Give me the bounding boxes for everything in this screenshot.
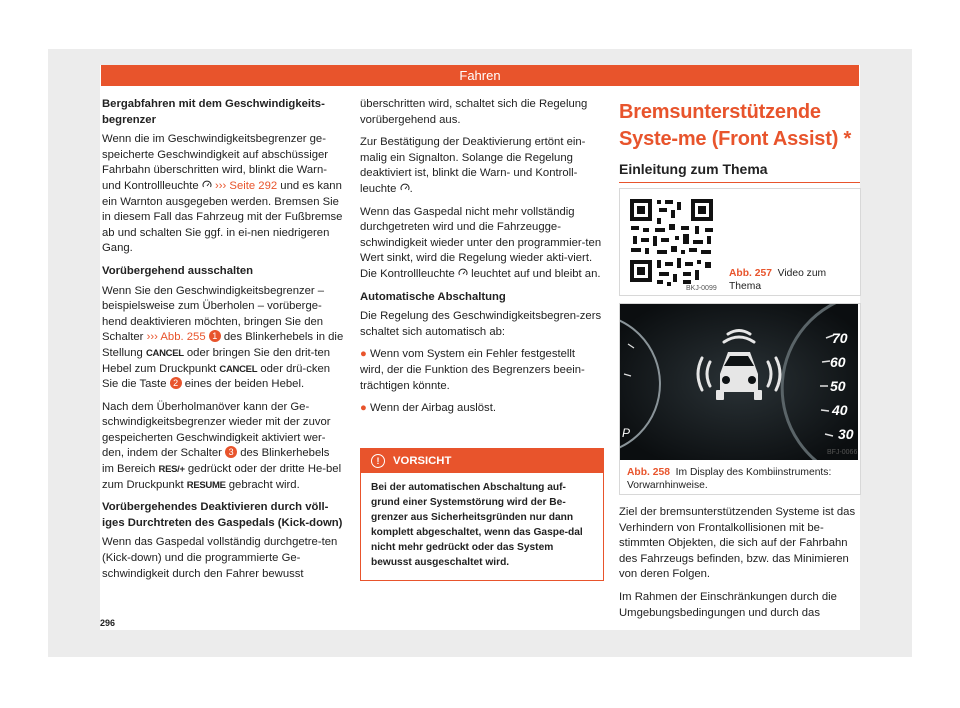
figure-code: BKJ-0099	[686, 285, 717, 292]
text: eines der beiden Hebel.	[181, 378, 305, 391]
paragraph-exceeded: überschritten wird, schaltet sich die Regelung vorübergehend aus.	[360, 98, 588, 126]
gauge-label: 30	[838, 426, 854, 442]
key-resume: RESUME	[186, 479, 226, 491]
text: des Blinkerhebels in die Stellung	[102, 331, 344, 359]
gauge-label: 70	[832, 330, 848, 346]
page-link[interactable]: ››› Seite 292	[215, 179, 278, 192]
callout-2: 2	[170, 377, 182, 389]
caption-text: Video zum Thema	[729, 268, 827, 292]
bullet-icon: ●	[360, 348, 367, 361]
figure-code: BFJ-0066	[827, 449, 858, 456]
paragraph-goal: Ziel der bremsunterstützenden Systeme ist das Verhindern von Frontalkollisionen mit be-stimmten Objekten, die sich auf der Fahrbahn des Fahrzeugs befinden, bzw. das Minimieren von deren Folgen.	[619, 506, 856, 581]
caution-box	[360, 448, 604, 581]
key-cancel: CANCEL	[145, 347, 184, 359]
figure-link[interactable]: ››› Abb. 255	[146, 331, 206, 344]
caution-title: VORSICHT	[393, 455, 452, 467]
section-title: Bremsunterstützende Syste-me (Front Assist) *	[619, 101, 852, 150]
figure-caption	[627, 466, 855, 492]
paragraph-reactivated	[360, 205, 602, 283]
heading-temp-off: Vorübergehend ausschalten	[102, 264, 254, 277]
figure-number: Abb. 257	[729, 268, 772, 279]
text: Wenn vom System ein Fehler festgestellt wird, der die Funktion des Begrenzers beein-trächtigen könnte.	[360, 348, 585, 392]
paragraph-auto-off: Die Regelung des Geschwindigkeitsbegren-zers schaltet sich automatisch ab:	[360, 310, 602, 338]
gauge-label: 60	[830, 354, 846, 370]
divider	[619, 182, 860, 183]
speed-limiter-icon	[458, 268, 468, 278]
callout-3: 3	[225, 446, 237, 458]
gauge-label: 40	[832, 402, 848, 418]
text: Wenn Sie den Geschwindigkeitsbegrenzer – beispielsweise zum Überholen – vorüberge-hend deaktivieren möchten, bringen Sie den Schalter	[102, 284, 325, 344]
text: Zur Bestätigung der Deaktivierung ertönt ein-malig ein Signalton. Solange die Regelung deaktiviert ist, blinkt die Warn- und Kontroll-leuchte	[360, 136, 586, 195]
figure-number: Abb. 258	[627, 467, 670, 478]
caution-header	[361, 449, 603, 473]
qr-code-icon[interactable]	[627, 196, 719, 290]
speed-limiter-icon	[400, 183, 410, 193]
bullet-item	[360, 347, 602, 394]
text: Wenn der Airbag auslöst.	[369, 402, 496, 415]
paragraph-temp-off	[102, 284, 344, 393]
caution-text: Bei der automatischen Abschaltung auf-grund einer Systemstörung wird der Be-grenzer aus Sicherheitsgründen nur dann komplett abgeschaltet, wenn das Gaspe-dal nicht mehr gedrückt oder das System bewusst ausgeschaltet wird.	[371, 482, 583, 568]
exclamation-icon: !	[371, 454, 385, 468]
paragraph-limits: Im Rahmen der Einschränkungen durch die Umgebungsbedingungen und durch das	[619, 590, 837, 619]
gauge-label: 50	[830, 378, 846, 394]
paragraph-kickdown: Wenn das Gaspedal vollständig durchgetre-ten (Kick-down) und die programmierte Ge-schwindigkeit durch den Fahrer bewusst	[102, 536, 338, 580]
gauge-label-left: P	[622, 426, 631, 440]
dashboard-graphic	[620, 304, 858, 460]
column-2	[360, 97, 602, 424]
caption-text: Im Display des Kombiinstruments: Vorwarnhinweise.	[627, 467, 832, 491]
column-1	[102, 97, 344, 589]
bullet-icon: ●	[360, 402, 367, 415]
text: des Blinkerhebels im Bereich	[102, 447, 330, 476]
text: leuchtet auf und bleibt an.	[467, 267, 601, 280]
paragraph-signal: Zur Bestätigung der Deaktivierung ertönt ein-malig ein Signalton. Solange die Regelung deaktiviert ist, blinkt die Warn- und Kontroll-leuchte .	[360, 136, 586, 195]
heading-auto-off: Automatische Abschaltung	[360, 290, 506, 303]
figure-caption	[729, 267, 854, 293]
text: Wenn das Gaspedal nicht mehr vollständig durchgetreten wird und die Fahrzeugge-schwindigkeit wieder unter den programmier-ten Wert sinkt, wird die Regelung wieder akti-viert. Die Kontrollleuchte	[360, 205, 602, 280]
text: gedrückt oder der dritte He-bel zum Druckpunkt	[102, 463, 342, 491]
paragraph-reactivate	[102, 400, 344, 494]
paragraph-downhill	[102, 132, 344, 257]
key-res: RES/+	[158, 464, 185, 476]
text: oder bringen Sie den drit-ten Hebel zum Druckpunkt	[102, 346, 331, 375]
speed-limiter-icon	[202, 180, 212, 190]
instrument-cluster-image	[620, 304, 858, 460]
text: oder drü-cken Sie die Taste	[102, 362, 331, 391]
subsection-title: Einleitung zum Thema	[619, 161, 768, 177]
text: Nach dem Überholmanöver kann der Ge-schwindigkeitsbegrenzer wieder mit der zuvor gespeicherten Geschwindigkeit aktiviert wer-den, indem der Schalter	[102, 400, 331, 460]
bullet-item	[360, 401, 602, 417]
page-number: 296	[100, 618, 116, 628]
text: gebracht wird.	[225, 478, 300, 491]
callout-1: 1	[209, 330, 221, 342]
heading-downhill: Bergabfahren mit dem Geschwindigkeits-begrenzer	[102, 98, 325, 126]
text: und es kann ein Warnton ausgegeben werden. Bremsen Sie in diesem Fall das Fahrzeug mit der Fußbremse ab und schalten Sie ggf. in ei-nen niedrigeren Gang.	[102, 179, 343, 255]
heading-kickdown: Vorübergehendes Deaktivieren durch völl-iges Durchtreten des Gaspedals (Kick-down)	[102, 501, 343, 529]
key-cancel-2: CANCEL	[219, 363, 258, 375]
text: Wenn die im Geschwindigkeitsbegrenzer ge-speicherte Geschwindigkeit auf abschüssiger Fahrbahn überschritten wird, blinkt die Warn- und Kontrollleuchte	[102, 133, 329, 192]
column-3-text	[619, 505, 860, 628]
section-header: Fahren	[101, 65, 859, 86]
